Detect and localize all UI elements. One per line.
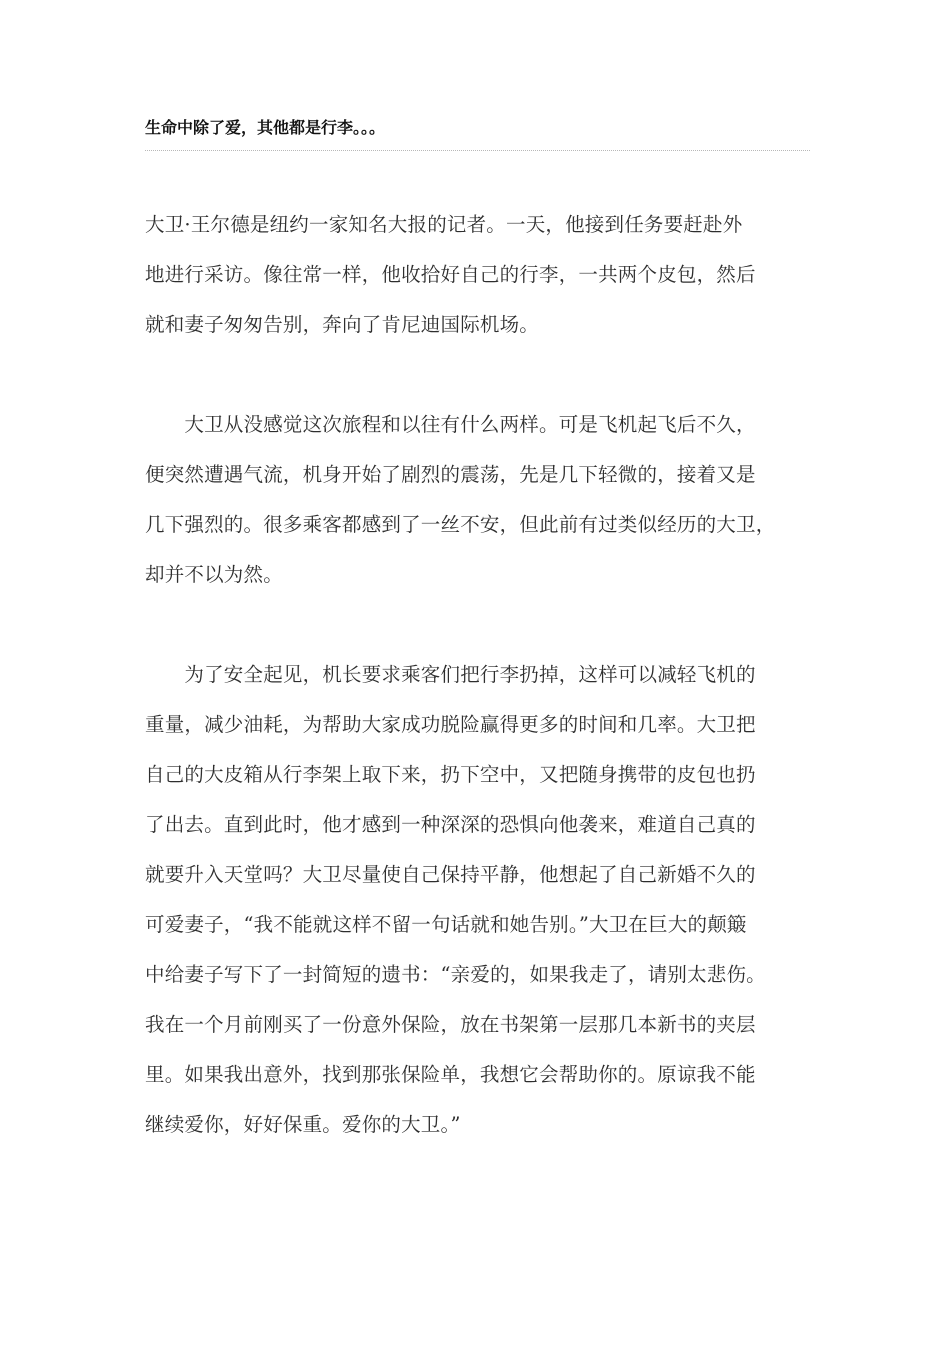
paragraph-3	[145, 650, 810, 1150]
paragraph-line: 地进行采访。像往常一样，他收拾好自己的行李，一共两个皮包，然后	[145, 263, 756, 286]
paragraph-line: 便突然遭遇气流，机身开始了剧烈的震荡，先是几下轻微的，接着又是	[145, 463, 756, 486]
paragraph-line: 了出去。直到此时，他才感到一种深深的恐惧向他袭来，难道自己真的	[145, 813, 756, 836]
paragraph-2	[145, 400, 810, 600]
paragraph-line: 里。如果我出意外，找到那张保险单，我想它会帮助你的。原谅我不能	[145, 1063, 756, 1086]
paragraph-1	[145, 200, 810, 350]
paragraph-line: 几下强烈的。很多乘客都感到了一丝不安，但此前有过类似经历的大卫，	[145, 513, 776, 536]
paragraph-line: 重量，减少油耗，为帮助大家成功脱险赢得更多的时间和几率。大卫把	[145, 713, 756, 736]
paragraph-line: 却并不以为然。	[145, 563, 283, 586]
paragraph-line: 大卫从没感觉这次旅程和以往有什么两样。可是飞机起飞后不久，	[145, 413, 756, 436]
paragraph-line: 自己的大皮箱从行李架上取下来，扔下空中，又把随身携带的皮包也扔	[145, 763, 756, 786]
paragraph-line: 继续爱你，好好保重。爱你的大卫。”	[145, 1113, 461, 1136]
paragraph-line: 中给妻子写下了一封简短的遗书：“亲爱的，如果我走了，请别太悲伤。	[145, 963, 766, 986]
paragraph-line: 大卫·王尔德是纽约一家知名大报的记者。一天，他接到任务要赶赴外	[145, 213, 743, 236]
paragraph-line: 就和妻子匆匆告别，奔向了肯尼迪国际机场。	[145, 313, 540, 336]
paragraph-line: 可爱妻子，“我不能就这样不留一句话就和她告别。”大卫在巨大的颠簸	[145, 913, 747, 936]
paragraph-line: 就要升入天堂吗？大卫尽量使自己保持平静，他想起了自己新婚不久的	[145, 863, 756, 886]
page-title: 生命中除了爱，其他都是行李。。。	[145, 118, 386, 137]
title-divider	[145, 150, 810, 151]
paragraph-line: 我在一个月前刚买了一份意外保险，放在书架第一层那几本新书的夹层	[145, 1013, 756, 1036]
paragraph-line: 为了安全起见，机长要求乘客们把行李扔掉，这样可以减轻飞机的	[145, 663, 756, 686]
